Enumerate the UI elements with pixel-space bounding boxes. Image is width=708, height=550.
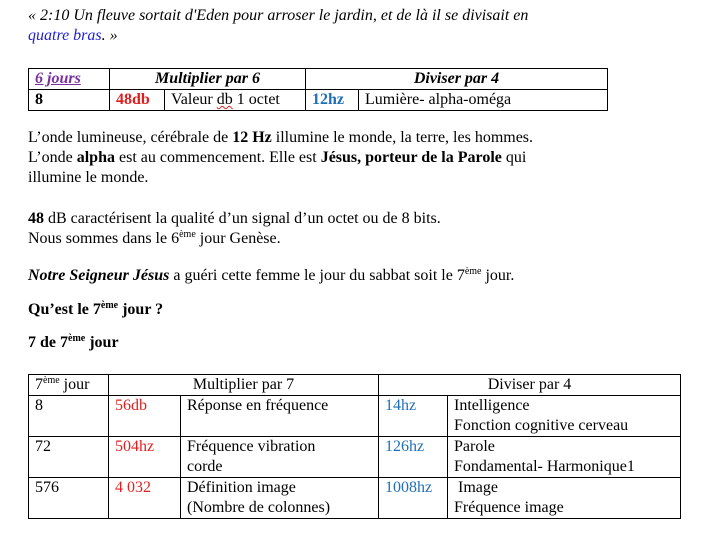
bible-quote <box>28 6 528 46</box>
table-row: 8 56db Réponse en fréquence 14hz Intelligence Fonction cognitive cerveau <box>29 396 681 437</box>
table-row <box>29 90 608 111</box>
table-row: 72 504hz Fréquence vibration corde 126hz Parole Fondamental- Harmonique1 <box>29 437 681 478</box>
table-six-days <box>28 68 608 111</box>
paragraph-48db: 48 dB caractérisent la qualité d’un signal d’un octet ou de 8 bits. Nous sommes dans le 6ème jour Genèse. <box>28 210 441 247</box>
table-row: 576 4 032 Définition image (Nombre de colonnes) 1008hz Image Fréquence image <box>29 478 681 519</box>
paragraph-sabbath: Notre Seigneur Jésus a guéri cette femme le jour du sabbat soit le 7ème jour. <box>28 266 515 284</box>
cell-db: 48db <box>110 90 165 111</box>
cell-hz: 12hz <box>306 90 359 111</box>
header-seventh-day: 7ème jour <box>29 375 109 396</box>
header-divide-4: Diviser par 4 <box>306 69 608 90</box>
heading-seven-of-seventh: 7 de 7ème jour <box>28 333 119 351</box>
cell-day: 8 <box>29 90 110 111</box>
table-header-row <box>29 69 608 90</box>
header-multiply-6: Multiplier par 6 <box>110 69 306 90</box>
question-seventh-day: Qu’est le 7ème jour ? <box>28 300 164 318</box>
cell-octet: Valeur db 1 octet <box>165 90 306 111</box>
quote-end: . » <box>101 27 118 44</box>
quote-text: « 2:10 Un fleuve sortait d'Eden pour arroser le jardin, et de là il se divisait en <box>28 7 529 24</box>
cell-light: Lumière- alpha-oméga <box>359 90 608 111</box>
header-six-days: 6 jours <box>29 69 110 90</box>
paragraph-light-wave: L’onde lumineuse, cérébrale de 12 Hz illumine le monde, la terre, les hommes. L’onde alpha est au commencement. Elle est Jésus, porteur de la Parole qui illumine le monde. <box>28 129 534 186</box>
table-header-row <box>29 375 681 396</box>
header-divide-4: Diviser par 4 <box>379 375 681 396</box>
header-multiply-7: Multiplier par 7 <box>109 375 379 396</box>
table-seventh-day <box>28 374 681 519</box>
quote-link[interactable]: quatre bras <box>28 27 102 44</box>
